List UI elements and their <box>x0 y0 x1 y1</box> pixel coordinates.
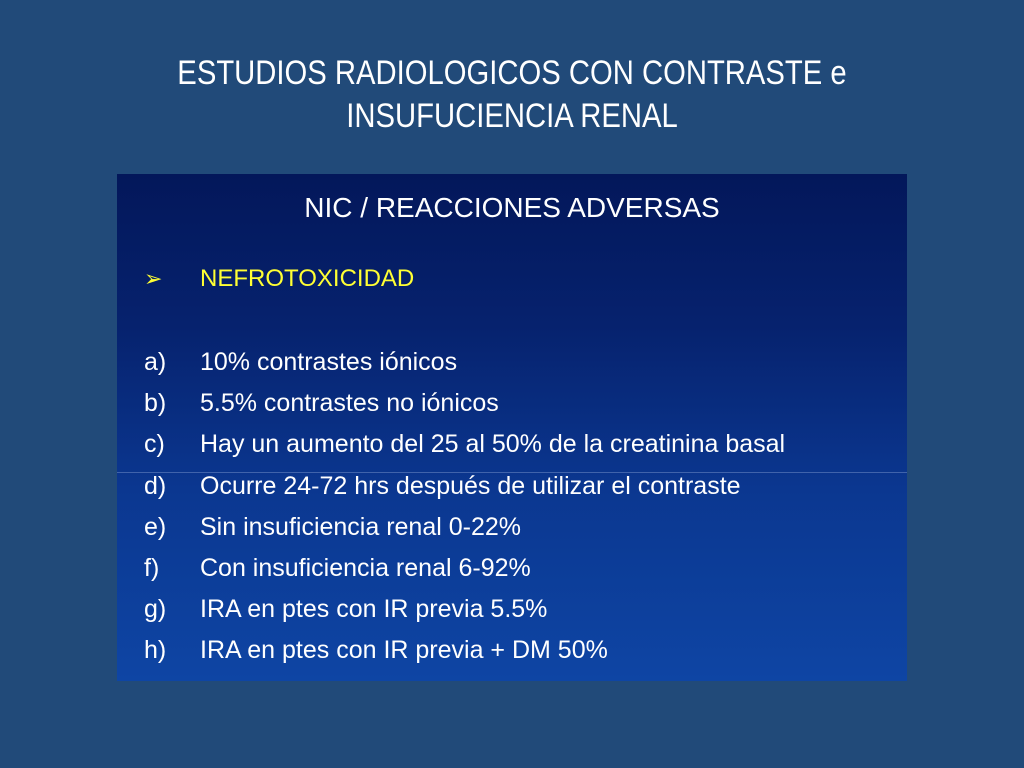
list-item <box>144 424 785 465</box>
list-item <box>144 466 785 507</box>
list-item <box>144 548 785 589</box>
list-item-letter: a) <box>144 348 167 377</box>
arrow-bullet-icon: ➢ <box>144 266 163 291</box>
list-item-letter: g) <box>144 595 167 624</box>
list-item-letter: h) <box>144 636 167 665</box>
list-item <box>144 507 785 548</box>
list-item-letter: f) <box>144 554 160 583</box>
slide-title-line-1: ESTUDIOS RADIOLOGICOS CON CONTRASTE e <box>177 54 847 92</box>
list-item-letter: d) <box>144 471 167 500</box>
list-item-text: IRA en ptes con IR previa 5.5% <box>200 595 548 624</box>
nephrotoxicity-bullet <box>144 262 414 296</box>
content-panel <box>117 174 907 681</box>
list-item-text: 10% contrastes iónicos <box>200 348 458 377</box>
list-item-text: IRA en ptes con IR previa + DM 50% <box>200 636 608 665</box>
list-item <box>144 589 785 630</box>
list-item <box>144 630 785 671</box>
adverse-reaction-list <box>144 342 785 672</box>
bullet-label: NEFROTOXICIDAD <box>200 265 415 292</box>
list-item-text: 5.5% contrastes no iónicos <box>200 389 499 418</box>
panel-heading: NIC / REACCIONES ADVERSAS <box>304 192 720 223</box>
list-item-text: Sin insuficiencia renal 0-22% <box>200 512 522 541</box>
list-item-letter: e) <box>144 512 167 541</box>
list-item-letter: c) <box>144 430 165 459</box>
slide-title <box>72 52 953 138</box>
list-item-letter: b) <box>144 389 167 418</box>
list-item <box>144 342 785 383</box>
list-item <box>144 383 785 424</box>
list-item-text: Hay un aumento del 25 al 50% de la creatinina basal <box>200 430 786 459</box>
list-item-text: Con insuficiencia renal 6-92% <box>200 554 531 583</box>
slide-title-line-2: INSUFUCIENCIA RENAL <box>346 97 678 135</box>
list-item-text: Ocurre 24-72 hrs después de utilizar el contraste <box>200 471 741 500</box>
